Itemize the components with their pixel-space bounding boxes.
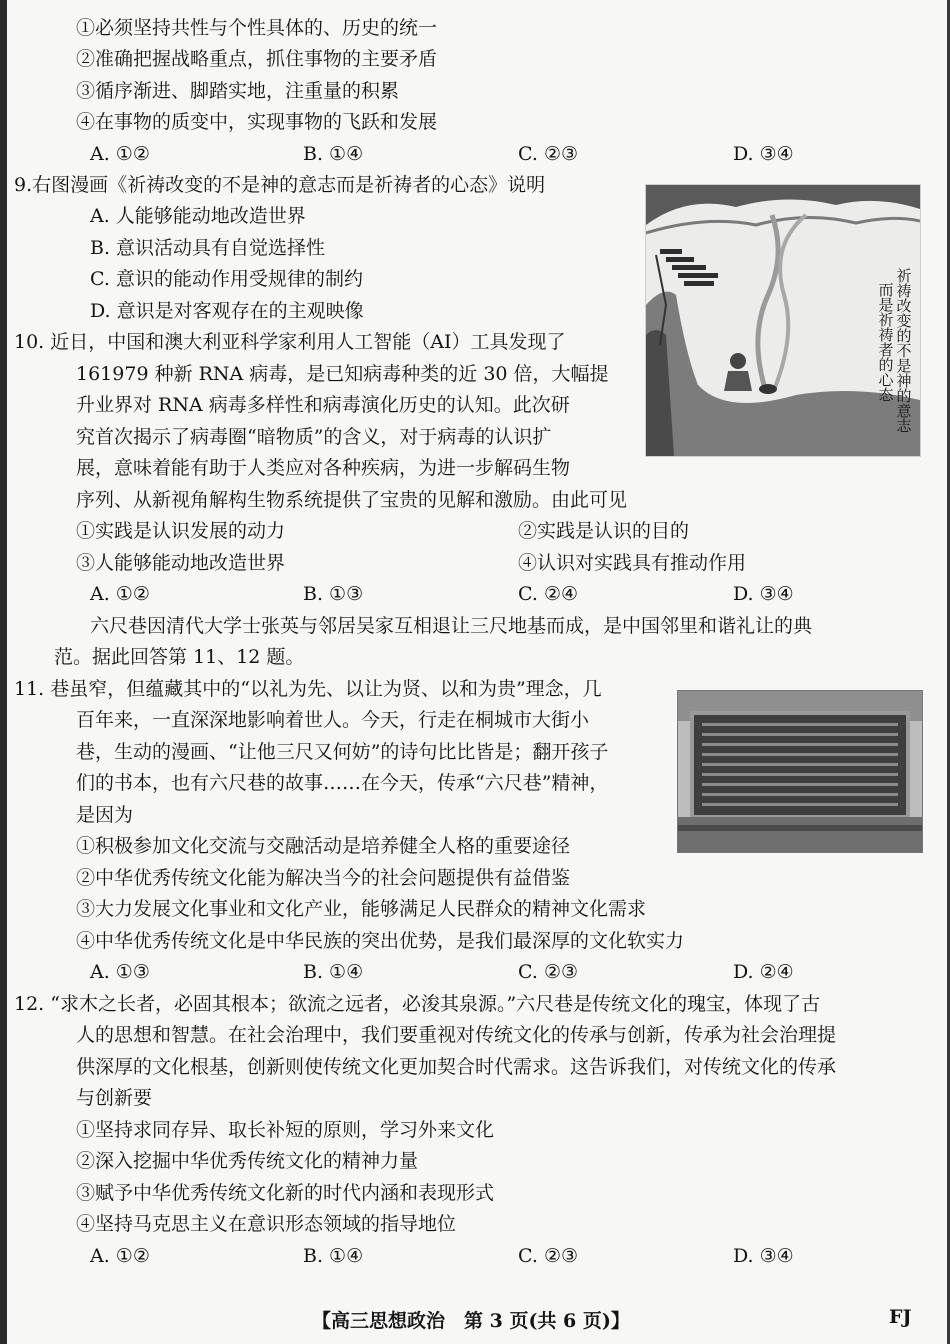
q10-stem-line: 升业界对 RNA 病毒多样性和病毒演化历史的认知。此次研 [76, 394, 570, 416]
q10-stem-line: 序列、从新视角解构生物系统提供了宝贵的见解和激励。由此可见 [76, 489, 628, 511]
q12-stem-line: 人的思想和智慧。在社会治理中，我们要重视对传统文化的传承与创新，传承为社会治理提 [76, 1024, 837, 1046]
q12-item: ④坚持马克思主义在意识形态领域的指导地位 [76, 1213, 457, 1235]
q11-item: ①积极参加文化交流与交融活动是培养健全人格的重要途径 [76, 835, 571, 857]
q10-stem-line: 究首次揭示了病毒圈“暗物质”的含义，对于病毒的认识扩 [76, 426, 552, 448]
q10-stem-line: 10. 近日，中国和澳大利亚科学家利用人工智能（AI）工具发现了 [14, 331, 566, 353]
q11-item: ③大力发展文化事业和文化产业，能够满足人民群众的精神文化需求 [76, 898, 647, 920]
q12-item: ②深入挖掘中华优秀传统文化的精神力量 [76, 1150, 419, 1172]
q11-choice-c: C. ②③ [518, 961, 579, 983]
q11-stem-line: 们的书本，也有六尺巷的故事……在今天，传承“六尺巷”精神， [76, 772, 609, 794]
q8-choice-c: C. ②③ [518, 143, 579, 165]
q11-stem-line: 是因为 [76, 804, 134, 826]
intro-line: 范。据此回答第 11、12 题。 [54, 646, 305, 668]
q9-stem: 9.右图漫画《祈祷改变的不是神的意志而是祈祷者的心态》说明 [14, 174, 546, 196]
cartoon-caption-col2: 而是祈祷者的心态 [878, 281, 894, 404]
q12-choice-d: D. ③④ [733, 1245, 794, 1267]
cartoon-caption-col1: 祈祷改变的不是神的意志 [896, 267, 912, 435]
liuchi-alley-stone-tablet-image [677, 690, 923, 853]
q10-choice-b: B. ①③ [303, 583, 364, 605]
q10-stem-line: 展，意味着能有助于人类应对各种疾病，为进一步解码生物 [76, 457, 571, 479]
q12-stem-line: 与创新要 [76, 1087, 153, 1109]
q8-item: ②准确把握战略重点，抓住事物的主要矛盾 [76, 48, 438, 70]
q12-item: ③赋予中华优秀传统文化新的时代内涵和表现形式 [76, 1182, 495, 1204]
q11-choice-a: A. ①③ [90, 961, 150, 983]
intro-line: 六尺巷因清代大学士张英与邻居吴家互相退让三尺地基而成，是中国邻里和谐礼让的典 [90, 615, 813, 637]
q11-stem-line: 百年来，一直深深地影响着世人。今天，行走在桐城市大街小 [76, 709, 590, 731]
q9-option-d: D. 意识是对客观存在的主观映像 [90, 300, 364, 322]
q10-stem-line: 161979 种新 RNA 病毒，是已知病毒种类的近 30 倍，大幅提 [76, 363, 609, 385]
scan-edge-left [0, 0, 7, 1344]
q10-item: ②实践是认识的目的 [518, 520, 690, 542]
q11-choice-d: D. ②④ [733, 961, 794, 983]
q8-choice-d: D. ③④ [733, 143, 794, 165]
cartoon-prayer-image [645, 184, 921, 457]
q11-item: ②中华优秀传统文化能为解决当今的社会问题提供有益借鉴 [76, 867, 571, 889]
stone-tablet-drawing [678, 691, 922, 852]
footer-title: 【高三思想政治 第 3 页(共 6 页)】 [312, 1310, 630, 1332]
q10-choice-a: A. ①② [90, 583, 150, 605]
q10-item: ④认识对实践具有推动作用 [518, 552, 747, 574]
q8-item: ①必须坚持共性与个性具体的、历史的统一 [76, 17, 438, 39]
q9-option-a: A. 人能够能动地改造世界 [90, 205, 306, 227]
q9-option-c: C. 意识的能动作用受规律的制约 [90, 268, 363, 290]
q12-choice-a: A. ①② [90, 1245, 150, 1267]
q8-item: ③循序渐进、脚踏实地，注重量的积累 [76, 80, 400, 102]
footer-code: FJ [889, 1306, 912, 1328]
q12-stem-line: 12. “求木之长者，必固其根本；欲流之远者，必浚其泉源。”六尺巷是传统文化的瑰宝，体现了古 [14, 993, 821, 1015]
q12-choice-c: C. ②③ [518, 1245, 579, 1267]
q11-stem-line: 巷，生动的漫画、“让他三尺又何妨”的诗句比比皆是；翻开孩子 [76, 741, 609, 763]
q12-choice-b: B. ①④ [303, 1245, 364, 1267]
q10-choice-d: D. ③④ [733, 583, 794, 605]
q8-choice-a: A. ①② [90, 143, 150, 165]
q11-choice-b: B. ①④ [303, 961, 364, 983]
q9-option-b: B. 意识活动具有自觉选择性 [90, 237, 326, 259]
q12-stem-line: 供深厚的文化根基，创新则使传统文化更加契合时代需求。这告诉我们，对传统文化的传承 [76, 1056, 837, 1078]
q10-choice-c: C. ②④ [518, 583, 579, 605]
q10-item: ③人能够能动地改造世界 [76, 552, 286, 574]
q12-item: ①坚持求同存异、取长补短的原则，学习外来文化 [76, 1119, 495, 1141]
q11-item: ④中华优秀传统文化是中华民族的突出优势，是我们最深厚的文化软实力 [76, 930, 685, 952]
q8-item: ④在事物的质变中，实现事物的飞跃和发展 [76, 111, 438, 133]
q10-item: ①实践是认识发展的动力 [76, 520, 286, 542]
q8-choice-b: B. ①④ [303, 143, 364, 165]
q11-stem-line: 11. 巷虽窄，但蕴藏其中的“以礼为先、以让为贤、以和为贵”理念，几 [14, 678, 602, 700]
